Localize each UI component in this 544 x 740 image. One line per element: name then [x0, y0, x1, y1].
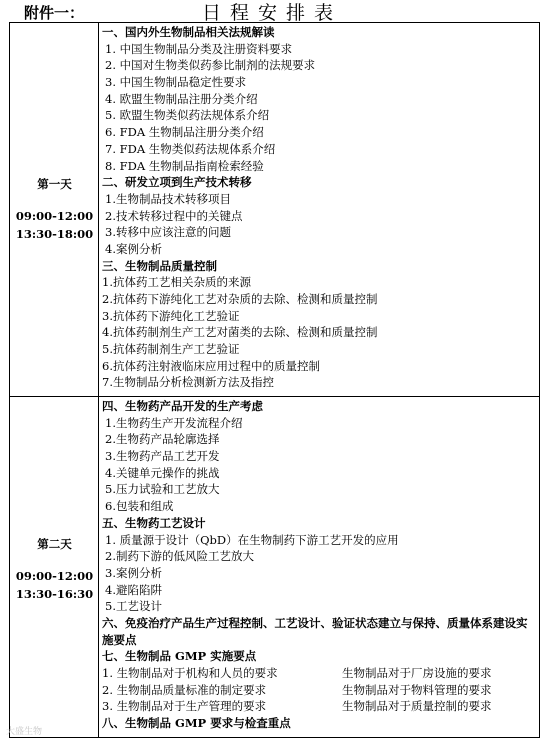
day1-label: 第一天	[37, 177, 72, 191]
list-item: 3. 生物制品对于生产管理的要求	[102, 699, 267, 714]
section-heading: 三、生物制品质量控制	[102, 258, 217, 273]
list-item: 4.抗体药制剂生产工艺对菌类的去除、检测和质量控制	[102, 325, 378, 340]
section-heading: 八、生物制品 GMP 要求与检查重点	[102, 716, 291, 731]
list-item: 5.压力试验和工艺放大	[105, 482, 220, 497]
schedule-table	[9, 22, 540, 738]
day2-time-afternoon: 13:30-16:30	[15, 587, 94, 601]
list-item: 1. 质量源于设计（QbD）在生物制药下游工艺开发的应用	[105, 532, 399, 547]
list-item-pair	[102, 682, 536, 699]
day1-row	[10, 23, 539, 397]
list-item-pair	[102, 665, 536, 682]
list-item: 6.抗体药注射液临床应用过程中的质量控制	[102, 358, 320, 373]
list-item: 2.抗体药下游纯化工艺对杂质的去除、检测和质量控制	[102, 292, 378, 306]
day1-content	[102, 24, 536, 391]
page-header	[0, 0, 544, 22]
day1-cell	[10, 23, 99, 396]
list-item: 1. 中国生物制品分类及注册资料要求	[105, 41, 293, 56]
list-item: 2. 生物制品质量标准的制定要求	[102, 682, 267, 697]
list-item: 1.抗体药工艺相关杂质的来源	[102, 275, 251, 290]
list-item: 1.生物制品技术转移项目	[105, 191, 231, 206]
list-item: 4.关键单元操作的挑战	[105, 465, 220, 480]
section-heading: 一、国内外生物制品相关法规解读	[102, 25, 275, 39]
day2-label: 第二天	[37, 537, 72, 551]
list-item: 7.生物制品分析检测新方法及指控	[102, 375, 274, 390]
list-item: 3. 中国生物制品稳定性要求	[105, 75, 247, 90]
list-item: 3.生物药产品工艺开发	[105, 449, 220, 464]
section-heading: 四、生物药产品开发的生产考虑	[102, 399, 263, 413]
list-item: 生物制品对于质量控制的要求	[342, 699, 492, 714]
list-item: 生物制品对于物料管理的要求	[342, 682, 492, 697]
page-title: 日程安排表	[201, 2, 342, 24]
list-item: 5.工艺设计	[105, 599, 162, 614]
list-item: 1. 生物制品对于机构和人员的要求	[102, 666, 278, 681]
list-item: 4.避陷陷阱	[105, 582, 162, 597]
section-heading: 五、生物药工艺设计	[102, 515, 206, 530]
day2-time-morning: 09:00-12:00	[15, 569, 94, 583]
list-item: 7. FDA 生物类似药法规体系介绍	[105, 141, 276, 156]
section-heading: 二、研发立项到生产技术转移	[102, 175, 252, 190]
list-item: 6.包装和组成	[105, 499, 174, 514]
list-item: 2. 中国对生物类似药参比制剂的法规要求	[105, 58, 316, 73]
day1-time-afternoon: 13:30-18:00	[15, 227, 94, 241]
day2-row	[10, 397, 539, 737]
list-item: 生物制品对于厂房设施的要求	[342, 666, 492, 681]
list-item: 8. FDA 生物制品指南检索经验	[105, 158, 264, 173]
list-item: 2.技术转移过程中的关键点	[105, 208, 243, 223]
list-item: 5. 欧盟生物类似药法规体系介绍	[105, 108, 270, 123]
list-item: 4. 欧盟生物制品注册分类介绍	[105, 91, 258, 106]
day1-time-morning: 09:00-12:00	[15, 209, 94, 223]
list-item: 3.案例分析	[105, 565, 162, 580]
list-item-pair	[102, 698, 536, 715]
list-item: 6. FDA 生物制品注册分类介绍	[105, 125, 264, 140]
section-heading: 七、生物制品 GMP 实施要点	[102, 649, 257, 664]
day2-content	[102, 398, 536, 732]
watermark: 大盛生物	[6, 727, 43, 737]
list-item: 2.生物药产品轮廓选择	[105, 432, 220, 447]
section-heading: 六、免疫治疗产品生产过程控制、工艺设计、验证状态建立与保持、质量体系建设实施要点	[102, 615, 528, 647]
day2-cell	[10, 397, 99, 737]
list-item: 3.抗体药下游纯化工艺验证	[102, 308, 240, 323]
list-item: 1.生物药生产开发流程介绍	[105, 415, 243, 430]
list-item: 3.转移中应该注意的问题	[105, 225, 231, 240]
attachment-label: 附件一：	[24, 4, 85, 22]
list-item: 5.抗体药制剂生产工艺验证	[102, 342, 240, 357]
list-item: 2.制药下游的低风险工艺放大	[105, 549, 254, 564]
list-item: 4.案例分析	[105, 241, 162, 256]
